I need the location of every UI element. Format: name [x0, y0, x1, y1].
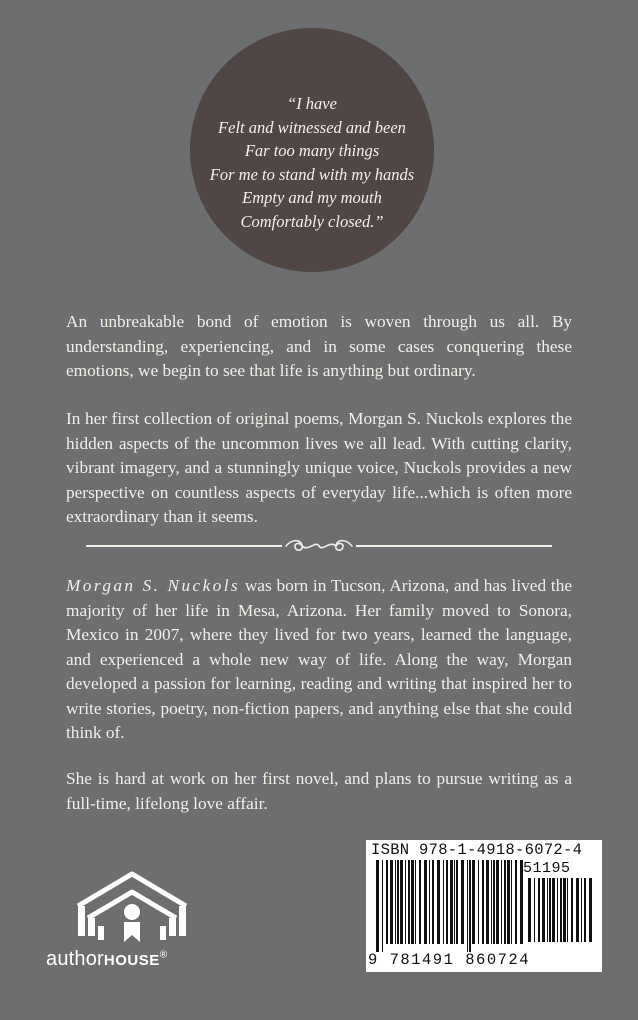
- registered-mark: ®: [159, 949, 168, 961]
- author-bio-paragraph-2: She is hard at work on her first novel, and plans to pursue writing as a full-time, lifelong love affair.: [66, 769, 572, 813]
- barcode-bar: [461, 860, 464, 944]
- barcode-bar: [491, 860, 492, 944]
- barcode-bar: [493, 860, 495, 944]
- quote-text: [190, 92, 434, 233]
- barcode-bar: [405, 860, 406, 944]
- price-code: 51195: [523, 860, 571, 877]
- barcode-bar: [511, 860, 512, 944]
- barcode-bar: [563, 878, 566, 942]
- barcode-bar: [446, 860, 448, 944]
- barcode-bar: [408, 860, 410, 944]
- barcode-bar: [496, 860, 499, 944]
- barcode-bar: [472, 860, 475, 944]
- barcode-bar: [456, 860, 458, 944]
- price-barcode-bars: [526, 878, 596, 950]
- barcode-bar: [382, 860, 383, 952]
- barcode-bar: [576, 878, 579, 942]
- barcode-bar: [542, 878, 545, 942]
- barcode-bar: [482, 860, 484, 944]
- barcode-bar: [560, 878, 562, 942]
- barcode-bar: [419, 860, 421, 944]
- barcode-bar: [501, 860, 502, 944]
- barcode-bar: [395, 860, 396, 944]
- barcode-bar: [467, 860, 468, 952]
- barcode-bar: [424, 860, 427, 944]
- publisher-name-part1: author: [46, 948, 104, 970]
- author-bio: [66, 574, 572, 746]
- quote-line: Empty and my mouth: [242, 188, 382, 207]
- quote-line: Far too many things: [244, 141, 380, 160]
- barcode-bar: [469, 860, 471, 952]
- barcode-bar: [486, 860, 489, 944]
- barcode-bar: [567, 878, 568, 942]
- author-bio-text: was born in Tucson, Arizona, and has lived the majority of her life in Mesa, Arizona. Her family moved to Sonora, Mexico in 2007, where they lived for two years, learned the language, and experienced a whole new way of life. Along the way, Morgan developed a passion for learning, reading and writing that inspired her to write stories, poetry, non-fiction papers, and anything else that she could think of.: [66, 576, 573, 742]
- barcode-bar: [450, 860, 453, 944]
- ean-barcode-bars: [374, 860, 524, 952]
- quote-line: “I have: [287, 94, 337, 113]
- barcode-bar: [534, 878, 535, 942]
- description-paragraph-1: An unbreakable bond of emotion is woven through us all. By understanding, experiencing, and in some cases conquering these emotions, we begin to see that life is anything but ordinary.: [66, 312, 572, 380]
- publisher-wordmark: [46, 948, 216, 971]
- barcode-bar: [589, 878, 592, 942]
- barcode-bar: [386, 860, 388, 944]
- author-name: Morgan S. Nuckols: [66, 576, 241, 595]
- quote-line: Felt and witnessed and been: [218, 117, 406, 137]
- barcode-bar: [397, 860, 399, 944]
- barcode-bar: [415, 860, 416, 944]
- barcode-bar: [376, 860, 379, 952]
- barcode-bar: [547, 878, 548, 942]
- barcode-bar: [390, 860, 393, 944]
- barcode-bar: [432, 860, 434, 944]
- barcode-bar: [443, 860, 444, 944]
- quote-line: Comfortably closed.”: [240, 211, 384, 231]
- quote-circle: [190, 28, 434, 272]
- barcode-bar: [507, 860, 510, 944]
- barcode-bar: [411, 860, 414, 944]
- description-paragraph-2: In her first collection of original poems, Morgan S. Nuckols explores the hidden aspects of the uncommon lives we all lead. With cutting clarity, vibrant imagery, and a stunningly unique voice, Nuckols provides a new perspective on countless aspects of everyday life...which is often more extraordinary than it seems.: [66, 409, 572, 526]
- quote-line: For me to stand with my hands: [209, 164, 415, 184]
- barcode-bar: [538, 878, 540, 942]
- ean-digits: 9 781491 860724: [368, 951, 531, 969]
- barcode-bar: [429, 860, 430, 944]
- barcode-bar: [571, 878, 573, 942]
- ornament-divider: [86, 537, 552, 555]
- barcode-bar: [549, 878, 551, 942]
- barcode-bar: [515, 860, 517, 944]
- barcode-bar: [528, 878, 531, 942]
- barcode-bar: [504, 860, 506, 944]
- barcode-bar: [584, 878, 586, 942]
- barcode-bar: [478, 860, 479, 944]
- isbn-label: ISBN 978-1-4918-6072-4: [371, 841, 583, 859]
- barcode-bar: [557, 878, 558, 942]
- isbn-barcode: [366, 840, 602, 972]
- barcode-bar: [454, 860, 455, 944]
- barcode-bar: [437, 860, 440, 944]
- publisher-name-part2: HOUSE: [103, 952, 160, 969]
- barcode-bar: [400, 860, 403, 944]
- barcode-bar: [552, 878, 555, 942]
- barcode-bar: [581, 878, 582, 942]
